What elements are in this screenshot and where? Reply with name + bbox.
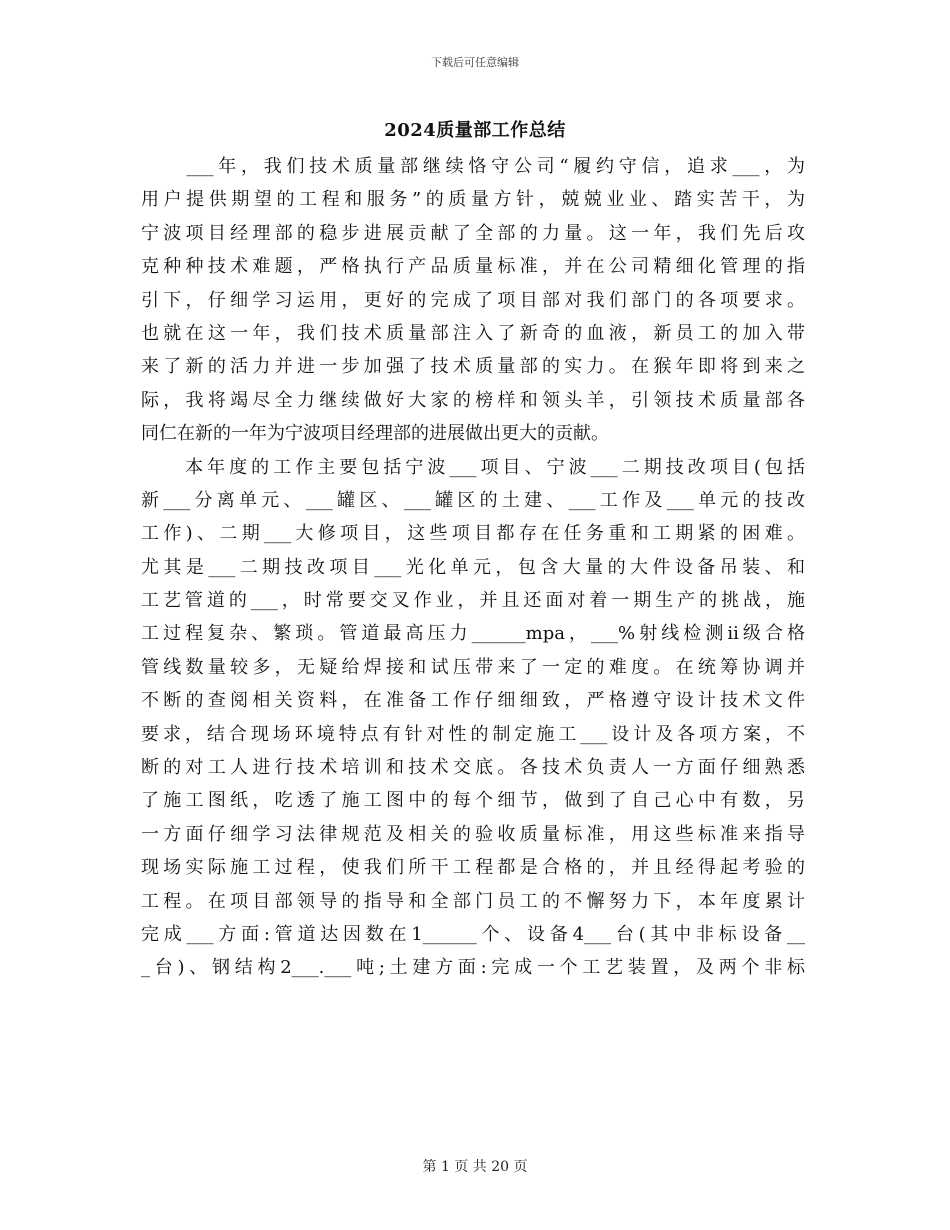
paragraph-1-line: 同仁在新的一年为宁波项目经理部的进展做出更大的贡献。 <box>141 423 609 445</box>
paragraph-2-line: 断的对工人进行技术培训和技术交底。各技术负责人一方面仔细熟悉 <box>141 757 805 779</box>
paragraph-2-line: 新___分离单元、___罐区、___罐区的土建、___工作及___单元的技改 <box>141 489 805 511</box>
paragraph-2-line: 一方面仔细学习法律规范及相关的验收质量标准，用这些标准来指导 <box>141 823 805 845</box>
paragraph-2-line: 了施工图纸，吃透了施工图中的每个细节，做到了自己心中有数，另 <box>141 790 805 812</box>
paragraph-2-line: 工艺管道的___，时常要交叉作业，并且还面对着一期生产的挑战，施 <box>141 590 805 612</box>
paragraph-2-line: 工作)、二期___大修项目，这些项目都存在任务重和工期紧的困难。 <box>141 523 805 545</box>
paragraph-2-line: 要求，结合现场环境特点有针对性的制定施工___设计及各项方案，不 <box>141 723 805 745</box>
paragraph-2-line: 工过程复杂、繁琐。管道最高压力______mpa，___%射线检测ii级合格 <box>141 623 805 645</box>
paragraph-2-line: _台)、钢结构2___.___吨;土建方面:完成一个工艺装置，及两个非标 <box>141 957 805 979</box>
document-title: 2024质量部工作总结 <box>384 120 566 141</box>
paragraph-1-line: 来了新的活力并进一步加强了技术质量部的实力。在猴年即将到来之 <box>141 356 805 378</box>
page-indicator: 第 1 页 共 20 页 <box>422 1159 528 1175</box>
paragraph-2-line: 不断的查阅相关资料，在准备工作仔细细致，严格遵守设计技术文件 <box>141 690 805 712</box>
paragraph-1-line: 也就在这一年，我们技术质量部注入了新奇的血液，新员工的加入带 <box>141 322 805 344</box>
paragraph-2-line: 管线数量较多，无疑给焊接和试压带来了一定的难度。在统筹协调并 <box>141 656 805 678</box>
paragraph-1-line: 际，我将竭尽全力继续做好大家的榜样和领头羊，引领技术质量部各 <box>141 389 805 411</box>
paragraph-1-line: ___年，我们技术质量部继续恪守公司“履约守信，追求___，为 <box>141 156 805 177</box>
document-body <box>141 150 805 985</box>
paragraph-1-line: 引下，仔细学习运用，更好的完成了项目部对我们部门的各项要求。 <box>141 289 805 311</box>
paragraph-2-line: 现场实际施工过程，使我们所干工程都是合格的，并且经得起考验的 <box>141 857 805 879</box>
paragraph-1-line: 克种种技术难题，严格执行产品质量标准，并在公司精细化管理的指 <box>141 256 805 278</box>
paragraph-2-line: 工程。在项目部领导的指导和全部门员工的不懈努力下，本年度累计 <box>141 890 805 912</box>
paragraph-1-line: 用户提供期望的工程和服务”的质量方针，兢兢业业、踏实苦干，为 <box>141 189 805 211</box>
paragraph-1-line: 宁波项目经理部的稳步进展贡献了全部的力量。这一年，我们先后攻 <box>141 222 805 244</box>
paragraph-2-line: 尤其是___二期技改项目___光化单元，包含大量的大件设备吊装、和 <box>141 556 805 578</box>
paragraph-2-line: 完成___方面:管道达因数在1______个、设备4___台(其中非标设备__ <box>141 923 805 945</box>
header-note: 下载后可任意编辑 <box>431 56 519 69</box>
paragraph-2-line: 本年度的工作主要包括宁波___项目、宁波___二期技改项目(包括 <box>141 456 805 478</box>
